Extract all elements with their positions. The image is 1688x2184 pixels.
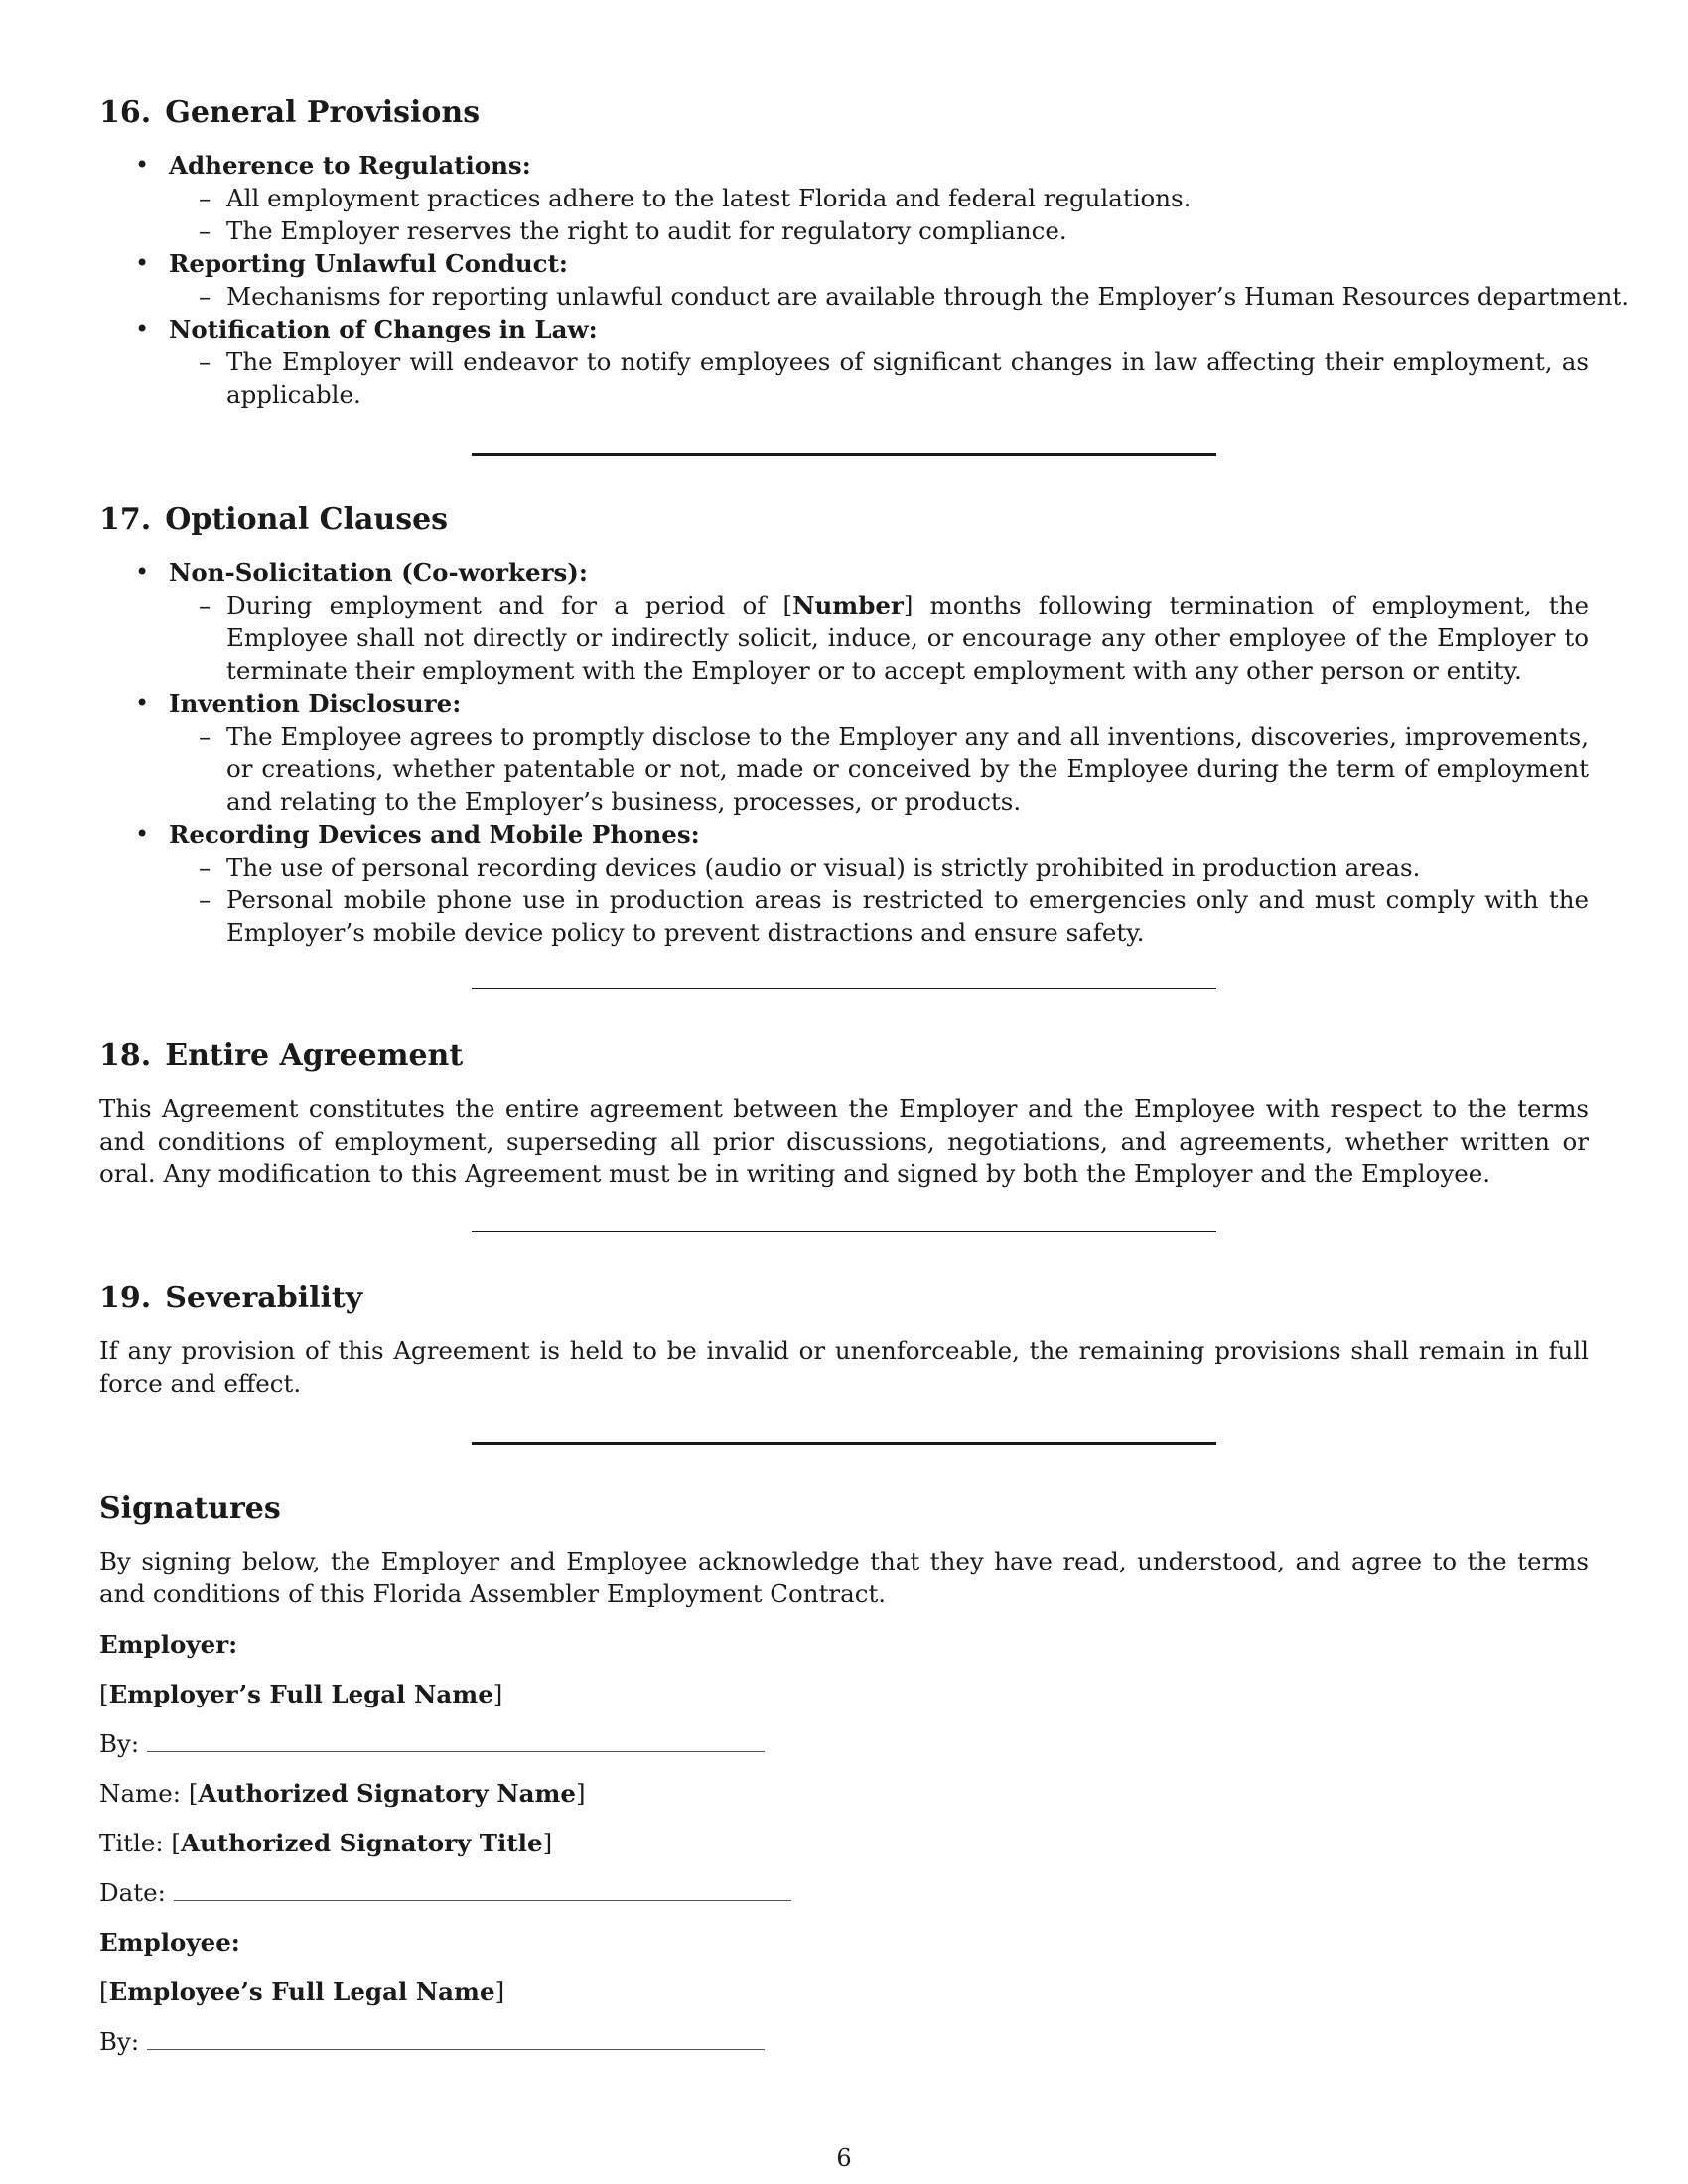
employee-name: Employee’s Full Legal Name <box>108 1978 495 2006</box>
list-item <box>99 556 1589 687</box>
section-divider <box>472 988 1216 989</box>
list-item <box>99 687 1589 818</box>
section-16-list <box>99 149 1630 411</box>
employer-name-row: [Employer’s Full Legal Name] <box>99 1680 503 1708</box>
sub-item: – Personal mobile phone use in production areas is restricted to emergencies only and must comply with the Employer’s mobile device policy to prevent distractions and ensure safety. <box>169 884 1589 949</box>
employee-signature-line[interactable] <box>147 2025 765 2050</box>
date-row <box>99 1876 791 1909</box>
bullet-heading: • Non-Solicitation (Co-workers): <box>169 558 588 587</box>
signatory-name: Authorized Signatory Name <box>198 1779 576 1808</box>
bullet-heading: • Recording Devices and Mobile Phones: <box>169 820 700 849</box>
date-line[interactable] <box>174 1876 791 1901</box>
sub-item-text: ] months following termination of employment, the Employee shall not directly or indirectly solicit, induce, or encourage any other employee of the Employer to terminate their employment with the Employer or to accept employment with any other person or entity. <box>226 591 1589 685</box>
sub-item-text: During employment and for a period of [ <box>226 591 793 619</box>
bullet-heading: • Reporting Unlawful Conduct: <box>169 249 568 278</box>
employee-name-row: [Employee’s Full Legal Name] <box>99 1978 505 2006</box>
sub-item: – The Employer reserves the right to audit for regulatory compliance. <box>169 214 1589 247</box>
employer-name: Employer’s Full Legal Name <box>108 1680 493 1708</box>
placeholder-number: Number <box>792 591 904 619</box>
section-17-list <box>99 556 1589 949</box>
date-label: Date: <box>99 1878 166 1907</box>
sub-item: – Mechanisms for reporting unlawful conduct are available through the Employer’s Human Resources department. <box>169 280 1589 313</box>
section-18-title: Entire Agreement <box>165 1038 464 1073</box>
by-label: By: <box>99 1729 140 1758</box>
name-label: Name: <box>99 1779 182 1808</box>
section-16-number: 16. <box>99 95 152 130</box>
page-number: 6 <box>836 2144 852 2172</box>
signatory-title: Authorized Signatory Title <box>180 1829 543 1857</box>
section-divider <box>472 1442 1216 1445</box>
sub-item: – The Employer will endeavor to notify employees of significant changes in law affecting their employment, as applicable. <box>169 345 1589 411</box>
signatures-heading: Signatures <box>99 1491 281 1526</box>
by-label: By: <box>99 2027 140 2056</box>
signatures-intro: By signing below, the Employer and Employee acknowledge that they have read, understood, and agree to the terms and conditions of this Florida Assembler Employment Contract. <box>99 1547 1589 1608</box>
section-19-title: Severability <box>165 1281 363 1315</box>
section-17-number: 17. <box>99 502 152 537</box>
employee-by-row <box>99 2025 765 2058</box>
signatory-title-row: Title: [Authorized Signatory Title] <box>99 1829 553 1857</box>
sub-item: – All employment practices adhere to the latest Florida and federal regulations. <box>169 182 1589 214</box>
section-19-number: 19. <box>99 1281 152 1315</box>
bullet-heading: • Notification of Changes in Law: <box>169 315 598 343</box>
bullet-heading: • Invention Disclosure: <box>169 689 462 718</box>
employer-label: Employer: <box>99 1630 238 1659</box>
title-label: Title: <box>99 1829 164 1857</box>
section-16-heading <box>99 95 480 131</box>
signatory-name-row: Name: [Authorized Signatory Name] <box>99 1779 586 1808</box>
section-19-body: If any provision of this Agreement is held to be invalid or unenforceable, the remaining provisions shall remain in full force and effect. <box>99 1336 1589 1398</box>
sub-item: – The Employee agrees to promptly disclose to the Employer any and all inventions, discoveries, improvements, or creations, whether patentable or not, made or conceived by the Employee during the term of employment and relating to the Employer’s business, processes, or products. <box>169 720 1589 818</box>
bullet-heading: • Adherence to Regulations: <box>169 151 531 180</box>
employer-signature-line[interactable] <box>147 1727 765 1752</box>
section-16-title: General Provisions <box>165 95 481 130</box>
sub-item: – The use of personal recording devices (audio or visual) is strictly prohibited in production areas. <box>169 851 1589 884</box>
sub-item <box>169 589 1589 687</box>
section-17-title: Optional Clauses <box>165 502 449 537</box>
section-divider <box>472 453 1216 456</box>
section-17-heading <box>99 502 448 538</box>
section-18-number: 18. <box>99 1038 152 1073</box>
employee-label: Employee: <box>99 1928 240 1957</box>
section-19-heading <box>99 1281 362 1316</box>
list-item <box>99 818 1589 949</box>
list-item <box>99 313 1589 411</box>
list-item <box>99 149 1589 247</box>
section-18-body: This Agreement constitutes the entire agreement between the Employer and the Employee with respect to the terms and conditions of employment, superseding all prior discussions, negotiations, and agreements, whether written or oral. Any modification to this Agreement must be in writing and signed by both the Employer and the Employee. <box>99 1094 1589 1188</box>
section-divider <box>472 1231 1216 1232</box>
employer-by-row <box>99 1727 765 1760</box>
list-item <box>99 247 1630 313</box>
section-18-heading <box>99 1038 463 1074</box>
